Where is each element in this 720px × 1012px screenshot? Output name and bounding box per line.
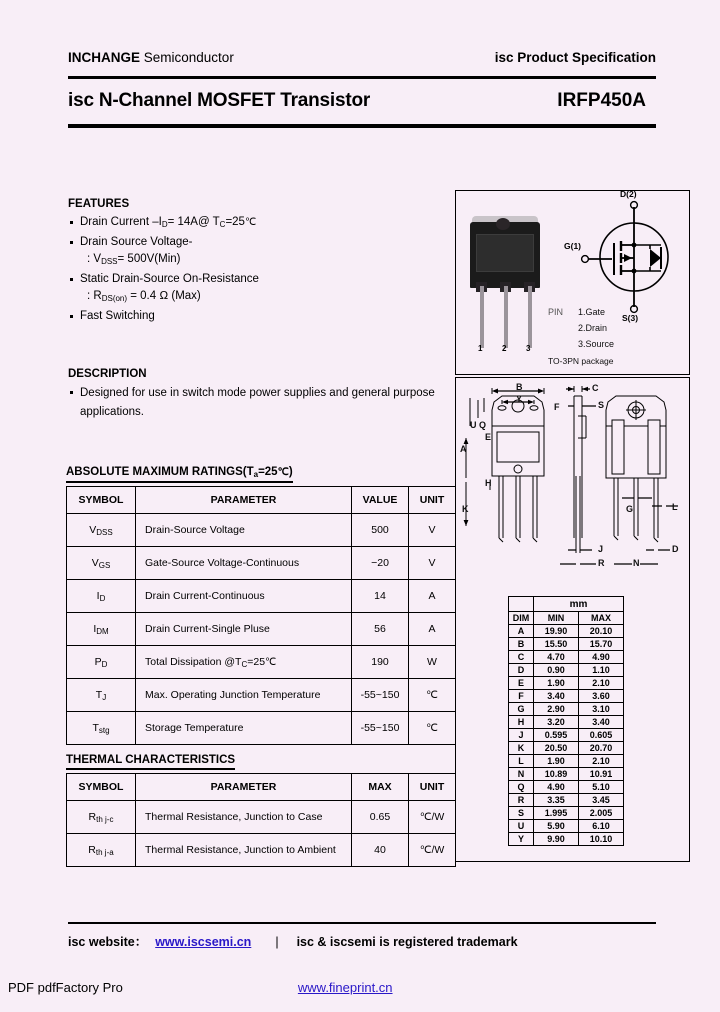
dim-max: 1.10 bbox=[579, 664, 624, 677]
dim-letter-H: H bbox=[485, 478, 492, 488]
dim-min: 4.70 bbox=[534, 651, 579, 664]
dim-min: 9.90 bbox=[534, 833, 579, 846]
row-parameter: Gate-Source Voltage-Continuous bbox=[136, 547, 352, 580]
table-row bbox=[509, 807, 624, 820]
description-text: Designed for use in switch mode power supplies and general purpose applications. bbox=[68, 384, 458, 422]
dim-max: 10.91 bbox=[579, 768, 624, 781]
dim-letter-N: N bbox=[633, 558, 640, 568]
dim-name: E bbox=[509, 677, 534, 690]
row-parameter: Thermal Resistance, Junction to Case bbox=[136, 801, 352, 834]
absolute-maximum-ratings-table bbox=[66, 486, 456, 745]
dim-name: L bbox=[509, 755, 534, 768]
dim-min: 19.90 bbox=[534, 625, 579, 638]
dim-min: 0.595 bbox=[534, 729, 579, 742]
column-header-min: MIN bbox=[534, 612, 579, 625]
dim-letter-R: R bbox=[598, 558, 605, 568]
package-diagram-box bbox=[455, 190, 690, 375]
table-row bbox=[67, 801, 456, 834]
dim-max: 0.605 bbox=[579, 729, 624, 742]
row-parameter: Drain Current-Single Pluse bbox=[136, 613, 352, 646]
row-symbol: $R_{th j-a}$ bbox=[67, 834, 136, 867]
dim-name: B bbox=[509, 638, 534, 651]
column-header-dim: DIM bbox=[509, 612, 534, 625]
column-header-symbol: SYMBOL bbox=[67, 774, 136, 801]
row-value: 190 bbox=[352, 646, 409, 679]
dim-letter-U: U bbox=[470, 420, 477, 430]
dim-min: 0.90 bbox=[534, 664, 579, 677]
dim-min: 1.90 bbox=[534, 677, 579, 690]
trademark-text: isc & iscsemi is registered trademark bbox=[296, 935, 518, 949]
dim-min: 20.50 bbox=[534, 742, 579, 755]
part-number: IRFP450A bbox=[557, 90, 646, 111]
column-header-max: MAX bbox=[352, 774, 409, 801]
header-rule-top bbox=[68, 76, 656, 79]
pdf-label: PDF pdfFactory Pro bbox=[8, 980, 123, 995]
row-value: −20 bbox=[352, 547, 409, 580]
column-header-max: MAX bbox=[579, 612, 624, 625]
dimension-unit-row bbox=[509, 597, 624, 612]
table-row bbox=[509, 690, 624, 703]
row-unit: A bbox=[409, 580, 456, 613]
features-list bbox=[68, 214, 438, 325]
table-row bbox=[67, 679, 456, 712]
feature-item-vdss: : $V_{DSS}= 500V(Min)$ bbox=[87, 253, 181, 266]
lead-3 bbox=[528, 286, 532, 348]
pin-label-gate: 1.Gate bbox=[578, 307, 606, 317]
dim-min: 15.50 bbox=[534, 638, 579, 651]
dim-max: 3.45 bbox=[579, 794, 624, 807]
company-name-rest: Semiconductor bbox=[140, 50, 234, 65]
row-value: 14 bbox=[352, 580, 409, 613]
dim-name: Q bbox=[509, 781, 534, 794]
dim-max: 2.10 bbox=[579, 677, 624, 690]
dim-min: 2.90 bbox=[534, 703, 579, 716]
thermal-heading: THERMAL CHARACTERISTICS bbox=[66, 754, 235, 770]
row-unit: A bbox=[409, 613, 456, 646]
row-parameter: Storage Temperature bbox=[136, 712, 352, 745]
row-symbol: $I_{DM}$ bbox=[67, 613, 136, 646]
title-row bbox=[68, 90, 656, 112]
page-header bbox=[68, 50, 656, 65]
row-unit: W bbox=[409, 646, 456, 679]
fineprint-link[interactable]: www.fineprint.cn bbox=[297, 980, 393, 995]
row-symbol: $T_J$ bbox=[67, 679, 136, 712]
dim-max: 20.10 bbox=[579, 625, 624, 638]
schematic-label-gate: G(1) bbox=[564, 241, 581, 251]
column-header-unit: UNIT bbox=[409, 487, 456, 514]
page-footer bbox=[68, 932, 668, 950]
dim-max: 3.10 bbox=[579, 703, 624, 716]
page-title: isc N-Channel MOSFET Transistor bbox=[68, 90, 371, 111]
pin-heading: PIN bbox=[548, 307, 564, 317]
dim-name: H bbox=[509, 716, 534, 729]
dim-max: 5.10 bbox=[579, 781, 624, 794]
dim-max: 20.70 bbox=[579, 742, 624, 755]
row-value: 40 bbox=[352, 834, 409, 867]
feature-item-rdson: : $R_{DS(on)} = 0.4$ Ω (Max) bbox=[87, 290, 201, 303]
absolute-maximum-ratings-section bbox=[66, 462, 456, 745]
row-unit: ℃/W bbox=[409, 801, 456, 834]
dim-name: Y bbox=[509, 833, 534, 846]
dim-max: 2.005 bbox=[579, 807, 624, 820]
table-row bbox=[509, 820, 624, 833]
dim-letter-C: C bbox=[592, 383, 599, 393]
row-parameter: Total Dissipation $@T_C=25℃$ bbox=[136, 646, 352, 679]
row-symbol: $V_{DSS}$ bbox=[67, 514, 136, 547]
dim-letter-F: F bbox=[554, 402, 560, 412]
dim-min: 1.995 bbox=[534, 807, 579, 820]
table-row bbox=[509, 703, 624, 716]
amr-heading: ABSOLUTE MAXIMUM $RATINGS(T_a=25℃)$ bbox=[66, 466, 293, 483]
thermal-characteristics-section bbox=[66, 750, 456, 867]
dim-max: 6.10 bbox=[579, 820, 624, 833]
dim-letter-A: A bbox=[460, 444, 467, 454]
table-header-row bbox=[67, 774, 456, 801]
dimension-blank-cell bbox=[509, 597, 534, 612]
pin-number-3: 3 bbox=[526, 344, 531, 353]
dim-max: 2.10 bbox=[579, 755, 624, 768]
table-row bbox=[509, 729, 624, 742]
table-header-row bbox=[67, 487, 456, 514]
table-row bbox=[67, 580, 456, 613]
dim-name: D bbox=[509, 664, 534, 677]
dim-letter-D: D bbox=[672, 544, 679, 554]
table-row bbox=[509, 716, 624, 729]
column-header-parameter: PARAMETER bbox=[136, 774, 352, 801]
column-header-symbol: SYMBOL bbox=[67, 487, 136, 514]
dimension-table-wrap bbox=[508, 596, 624, 846]
row-symbol: $I_D$ bbox=[67, 580, 136, 613]
row-value: 500 bbox=[352, 514, 409, 547]
dim-min: 3.35 bbox=[534, 794, 579, 807]
website-label: isc website： bbox=[68, 935, 148, 949]
footer-rule bbox=[68, 922, 656, 924]
dim-letter-L: L bbox=[672, 502, 678, 512]
mosfet-symbol-svg bbox=[566, 197, 684, 317]
table-row bbox=[509, 794, 624, 807]
row-value: 0.65 bbox=[352, 801, 409, 834]
row-parameter: Drain Current-Continuous bbox=[136, 580, 352, 613]
company-name-bold: INCHANGE bbox=[68, 50, 141, 65]
dim-letter-B: B bbox=[516, 382, 523, 392]
table-row bbox=[509, 755, 624, 768]
dim-letter-G: G bbox=[626, 504, 634, 514]
table-row bbox=[509, 833, 624, 846]
row-value: -55~150 bbox=[352, 679, 409, 712]
package-mounting-hole bbox=[496, 218, 510, 230]
features-heading: FEATURES bbox=[68, 198, 130, 210]
table-row bbox=[509, 677, 624, 690]
row-unit: V bbox=[409, 514, 456, 547]
column-header-parameter: PARAMETER bbox=[136, 487, 352, 514]
column-header-unit: UNIT bbox=[409, 774, 456, 801]
row-symbol: $R_{th j-c}$ bbox=[67, 801, 136, 834]
dim-letter-Q: Q bbox=[479, 420, 487, 430]
description-heading: DESCRIPTION bbox=[68, 368, 147, 380]
row-unit: V bbox=[409, 547, 456, 580]
dim-letter-Y: Y bbox=[516, 394, 523, 404]
dim-max: 15.70 bbox=[579, 638, 624, 651]
row-symbol: $V_{GS}$ bbox=[67, 547, 136, 580]
dim-min: 5.90 bbox=[534, 820, 579, 833]
dim-name: K bbox=[509, 742, 534, 755]
schematic-label-source: S(3) bbox=[622, 313, 639, 323]
lead-2 bbox=[504, 286, 508, 348]
dim-letter-E: E bbox=[485, 432, 492, 442]
dim-max: 3.60 bbox=[579, 690, 624, 703]
dim-name: R bbox=[509, 794, 534, 807]
dim-letter-J: J bbox=[598, 544, 604, 554]
company-name bbox=[68, 50, 234, 65]
table-row bbox=[509, 768, 624, 781]
mosfet-schematic-symbol bbox=[564, 189, 684, 323]
dim-min: 10.89 bbox=[534, 768, 579, 781]
feature-item-fast-switching: Fast Switching bbox=[68, 308, 438, 326]
row-unit: ℃ bbox=[409, 712, 456, 745]
dimension-table bbox=[508, 596, 624, 846]
row-value: 56 bbox=[352, 613, 409, 646]
dim-letter-K: K bbox=[462, 504, 469, 514]
dim-min: 3.40 bbox=[534, 690, 579, 703]
table-row bbox=[509, 651, 624, 664]
package-face bbox=[476, 234, 534, 272]
row-parameter: Thermal Resistance, Junction to Ambient bbox=[136, 834, 352, 867]
table-row bbox=[67, 514, 456, 547]
pin-number-1: 1 bbox=[478, 344, 483, 353]
features-section bbox=[68, 198, 438, 325]
row-parameter: Drain-Source Voltage bbox=[136, 514, 352, 547]
row-value: -55~150 bbox=[352, 712, 409, 745]
pin-label-drain: 2.Drain bbox=[578, 323, 608, 333]
table-row bbox=[509, 638, 624, 651]
dimension-unit-header: mm bbox=[534, 597, 624, 612]
dim-min: 3.20 bbox=[534, 716, 579, 729]
row-parameter: Max. Operating Junction Temperature bbox=[136, 679, 352, 712]
dim-letter-S: S bbox=[598, 400, 605, 410]
header-rule-bottom bbox=[68, 124, 656, 128]
dim-min: 4.90 bbox=[534, 781, 579, 794]
table-row bbox=[67, 613, 456, 646]
row-symbol: $T_{stg}$ bbox=[67, 712, 136, 745]
dim-name: A bbox=[509, 625, 534, 638]
dim-name: G bbox=[509, 703, 534, 716]
description-list bbox=[68, 384, 458, 422]
table-row bbox=[509, 781, 624, 794]
table-row bbox=[67, 712, 456, 745]
dim-name: U bbox=[509, 820, 534, 833]
table-row bbox=[67, 834, 456, 867]
dimension-header-row bbox=[509, 612, 624, 625]
dim-max: 3.40 bbox=[579, 716, 624, 729]
spec-label: isc Product Specification bbox=[494, 50, 656, 65]
table-row bbox=[67, 646, 456, 679]
pin-label-source: 3.Source bbox=[578, 339, 615, 349]
lead-1 bbox=[480, 286, 484, 348]
pdf-watermark-row bbox=[8, 980, 708, 995]
dim-max: 10.10 bbox=[579, 833, 624, 846]
dim-min: 1.90 bbox=[534, 755, 579, 768]
pin-number-2: 2 bbox=[502, 344, 507, 353]
table-row bbox=[509, 664, 624, 677]
dim-max: 4.90 bbox=[579, 651, 624, 664]
feature-item-drain-current: Drain Current $-I_D=$ 14A@ $T_C=25℃$ bbox=[68, 214, 438, 234]
schematic-label-drain: D(2) bbox=[620, 189, 637, 199]
feature-item-on-resistance: Static Drain-Source On-Resistance bbox=[68, 271, 438, 289]
website-link[interactable]: www.iscsemi.cn bbox=[155, 935, 252, 949]
dim-name: S bbox=[509, 807, 534, 820]
dim-name: J bbox=[509, 729, 534, 742]
table-row bbox=[67, 547, 456, 580]
dim-name: N bbox=[509, 768, 534, 781]
package-caption: TO-3PN package bbox=[548, 356, 614, 366]
description-section bbox=[68, 368, 458, 422]
table-row bbox=[509, 625, 624, 638]
feature-item-drain-source-voltage: Drain Source Voltage- bbox=[68, 234, 438, 252]
dim-name: F bbox=[509, 690, 534, 703]
row-unit: ℃ bbox=[409, 679, 456, 712]
footer-separator: | bbox=[275, 935, 279, 949]
table-row bbox=[509, 742, 624, 755]
dim-name: C bbox=[509, 651, 534, 664]
row-symbol: $P_D$ bbox=[67, 646, 136, 679]
row-unit: ℃/W bbox=[409, 834, 456, 867]
column-header-value: VALUE bbox=[352, 487, 409, 514]
thermal-characteristics-table bbox=[66, 773, 456, 867]
package-photo bbox=[466, 216, 544, 356]
